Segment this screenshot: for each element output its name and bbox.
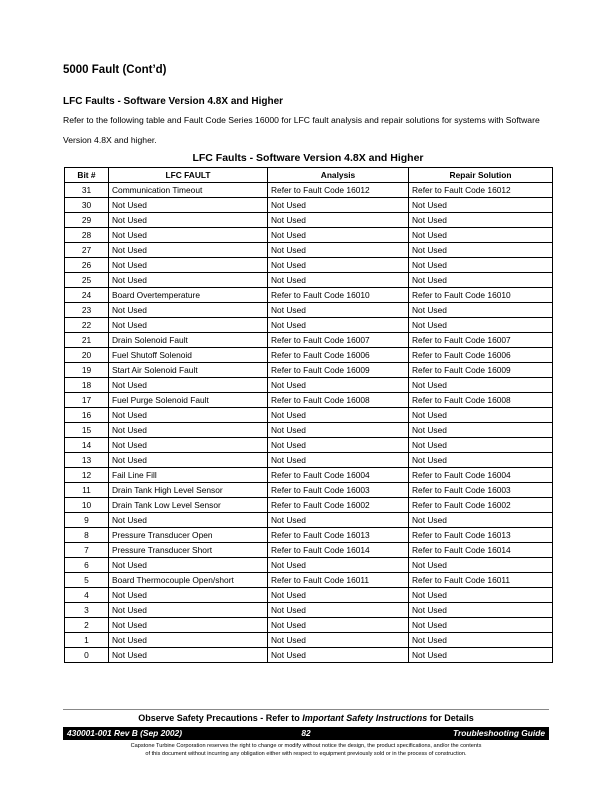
analysis-cell: Not Used <box>268 648 409 663</box>
repair-cell: Not Used <box>409 258 553 273</box>
repair-cell: Not Used <box>409 633 553 648</box>
bit-cell: 26 <box>65 258 109 273</box>
page-number: 82 <box>301 728 311 738</box>
disclaimer <box>63 743 549 758</box>
table-row <box>65 468 553 483</box>
analysis-cell: Not Used <box>268 558 409 573</box>
repair-cell: Refer to Fault Code 16004 <box>409 468 553 483</box>
table-row <box>65 213 553 228</box>
table-row <box>65 198 553 213</box>
safety-note <box>63 713 549 723</box>
repair-cell: Not Used <box>409 273 553 288</box>
table-row <box>65 258 553 273</box>
bit-cell: 3 <box>65 603 109 618</box>
table-row <box>65 573 553 588</box>
fault-cell: Board Overtemperature <box>109 288 268 303</box>
repair-cell: Not Used <box>409 303 553 318</box>
repair-cell: Refer to Fault Code 16014 <box>409 543 553 558</box>
fault-cell: Not Used <box>109 228 268 243</box>
fault-cell: Not Used <box>109 438 268 453</box>
repair-cell: Not Used <box>409 423 553 438</box>
analysis-cell: Refer to Fault Code 16003 <box>268 483 409 498</box>
analysis-cell: Refer to Fault Code 16009 <box>268 363 409 378</box>
analysis-cell: Refer to Fault Code 16004 <box>268 468 409 483</box>
repair-cell: Refer to Fault Code 16008 <box>409 393 553 408</box>
table-row <box>65 438 553 453</box>
footer-divider <box>63 709 549 710</box>
repair-cell: Not Used <box>409 213 553 228</box>
analysis-cell: Refer to Fault Code 16013 <box>268 528 409 543</box>
repair-cell: Not Used <box>409 243 553 258</box>
bit-cell: 14 <box>65 438 109 453</box>
analysis-cell: Not Used <box>268 423 409 438</box>
bit-cell: 20 <box>65 348 109 363</box>
bit-cell: 13 <box>65 453 109 468</box>
fault-cell: Not Used <box>109 633 268 648</box>
table-row <box>65 483 553 498</box>
fault-cell: Not Used <box>109 303 268 318</box>
analysis-cell: Not Used <box>268 438 409 453</box>
analysis-cell: Not Used <box>268 318 409 333</box>
fault-cell: Not Used <box>109 423 268 438</box>
table-row <box>65 303 553 318</box>
document-number: 430001-001 Rev B (Sep 2002) <box>67 728 182 738</box>
fault-cell: Pressure Transducer Open <box>109 528 268 543</box>
table-row <box>65 378 553 393</box>
repair-cell: Not Used <box>409 318 553 333</box>
table-row <box>65 498 553 513</box>
bit-cell: 10 <box>65 498 109 513</box>
fault-cell: Board Thermocouple Open/short <box>109 573 268 588</box>
repair-cell: Not Used <box>409 438 553 453</box>
repair-cell: Refer to Fault Code 16012 <box>409 183 553 198</box>
bit-cell: 31 <box>65 183 109 198</box>
bit-cell: 15 <box>65 423 109 438</box>
table-row <box>65 318 553 333</box>
fault-cell: Drain Tank Low Level Sensor <box>109 498 268 513</box>
fault-cell: Drain Solenoid Fault <box>109 333 268 348</box>
bit-cell: 18 <box>65 378 109 393</box>
repair-cell: Not Used <box>409 378 553 393</box>
table-row <box>65 633 553 648</box>
fault-cell: Not Used <box>109 558 268 573</box>
repair-cell: Not Used <box>409 558 553 573</box>
analysis-cell: Not Used <box>268 618 409 633</box>
fault-cell: Not Used <box>109 588 268 603</box>
disclaimer-line-1: Capstone Turbine Corporation reserves the right to change or modify without notice the design, the product specifications, and/or the contents <box>130 743 482 749</box>
bit-cell: 0 <box>65 648 109 663</box>
bit-cell: 7 <box>65 543 109 558</box>
bit-cell: 27 <box>65 243 109 258</box>
fault-cell: Not Used <box>109 378 268 393</box>
bit-cell: 8 <box>65 528 109 543</box>
table-row <box>65 648 553 663</box>
repair-cell: Not Used <box>409 603 553 618</box>
fault-cell: Not Used <box>109 243 268 258</box>
analysis-cell: Not Used <box>268 213 409 228</box>
table-title: LFC Faults - Software Version 4.8X and Higher <box>192 152 424 164</box>
bit-cell: 19 <box>65 363 109 378</box>
table-row <box>65 453 553 468</box>
fault-cell: Not Used <box>109 318 268 333</box>
fault-cell: Fuel Shutoff Solenoid <box>109 348 268 363</box>
fault-cell: Not Used <box>109 618 268 633</box>
fault-cell: Fail Line Fill <box>109 468 268 483</box>
analysis-cell: Not Used <box>268 243 409 258</box>
bit-cell: 5 <box>65 573 109 588</box>
analysis-cell: Refer to Fault Code 16014 <box>268 543 409 558</box>
repair-cell: Refer to Fault Code 16007 <box>409 333 553 348</box>
table-row <box>65 183 553 198</box>
analysis-cell: Not Used <box>268 258 409 273</box>
bit-cell: 16 <box>65 408 109 423</box>
disclaimer-line-2: of this document without incurring any obligation either with respect to equipment previously sold or in the process of construction. <box>145 750 467 757</box>
fault-cell: Not Used <box>109 213 268 228</box>
analysis-cell: Refer to Fault Code 16012 <box>268 183 409 198</box>
repair-cell: Not Used <box>409 228 553 243</box>
analysis-cell: Not Used <box>268 378 409 393</box>
repair-cell: Refer to Fault Code 16013 <box>409 528 553 543</box>
repair-cell: Refer to Fault Code 16003 <box>409 483 553 498</box>
table-row <box>65 363 553 378</box>
repair-cell: Not Used <box>409 588 553 603</box>
table-row <box>65 408 553 423</box>
bit-cell: 21 <box>65 333 109 348</box>
safety-note-emphasis: Important Safety Instructions <box>302 713 428 723</box>
table-row <box>65 528 553 543</box>
fault-cell: Not Used <box>109 198 268 213</box>
repair-cell: Refer to Fault Code 16006 <box>409 348 553 363</box>
repair-cell: Refer to Fault Code 16010 <box>409 288 553 303</box>
table-row <box>65 273 553 288</box>
repair-cell: Not Used <box>409 408 553 423</box>
repair-cell: Refer to Fault Code 16002 <box>409 498 553 513</box>
bit-cell: 12 <box>65 468 109 483</box>
table-row <box>65 333 553 348</box>
fault-cell: Drain Tank High Level Sensor <box>109 483 268 498</box>
table-row <box>65 243 553 258</box>
analysis-cell: Refer to Fault Code 16010 <box>268 288 409 303</box>
repair-cell: Refer to Fault Code 16009 <box>409 363 553 378</box>
analysis-cell: Refer to Fault Code 16008 <box>268 393 409 408</box>
footer-bar <box>63 727 549 740</box>
repair-cell: Refer to Fault Code 16011 <box>409 573 553 588</box>
table-row <box>65 558 553 573</box>
intro-paragraph: Refer to the following table and Fault Code Series 16000 for LFC fault analysis and repair solutions for systems with Software Version 4.8X and higher. <box>63 115 540 145</box>
table-row <box>65 543 553 558</box>
safety-note-prefix: Observe Safety Precautions - Refer to <box>138 713 303 723</box>
fault-cell: Not Used <box>109 258 268 273</box>
fault-cell: Not Used <box>109 453 268 468</box>
fault-cell: Not Used <box>109 513 268 528</box>
header-analysis: Analysis <box>268 168 409 183</box>
safety-note-suffix: for Details <box>427 713 474 723</box>
bit-cell: 30 <box>65 198 109 213</box>
bit-cell: 17 <box>65 393 109 408</box>
analysis-cell: Not Used <box>268 453 409 468</box>
table-row <box>65 603 553 618</box>
fault-cell: Pressure Transducer Short <box>109 543 268 558</box>
repair-cell: Not Used <box>409 648 553 663</box>
fault-cell: Not Used <box>109 603 268 618</box>
analysis-cell: Not Used <box>268 633 409 648</box>
header-bit: Bit # <box>65 168 109 183</box>
bit-cell: 25 <box>65 273 109 288</box>
table-row <box>65 228 553 243</box>
table-row <box>65 618 553 633</box>
analysis-cell: Refer to Fault Code 16002 <box>268 498 409 513</box>
table-row <box>65 423 553 438</box>
bit-cell: 24 <box>65 288 109 303</box>
analysis-cell: Refer to Fault Code 16007 <box>268 333 409 348</box>
fault-cell: Communication Timeout <box>109 183 268 198</box>
analysis-cell: Refer to Fault Code 16006 <box>268 348 409 363</box>
subsection-title: LFC Faults - Software Version 4.8X and Higher <box>63 96 284 107</box>
analysis-cell: Refer to Fault Code 16011 <box>268 573 409 588</box>
fault-cell: Not Used <box>109 648 268 663</box>
bit-cell: 22 <box>65 318 109 333</box>
fault-cell: Fuel Purge Solenoid Fault <box>109 393 268 408</box>
table-header-row <box>65 168 553 183</box>
analysis-cell: Not Used <box>268 513 409 528</box>
repair-cell: Not Used <box>409 513 553 528</box>
fault-cell: Not Used <box>109 273 268 288</box>
table-row <box>65 393 553 408</box>
table-row <box>65 588 553 603</box>
analysis-cell: Not Used <box>268 603 409 618</box>
table-row <box>65 348 553 363</box>
bit-cell: 28 <box>65 228 109 243</box>
bit-cell: 23 <box>65 303 109 318</box>
bit-cell: 6 <box>65 558 109 573</box>
analysis-cell: Not Used <box>268 408 409 423</box>
table-row <box>65 288 553 303</box>
repair-cell: Not Used <box>409 618 553 633</box>
analysis-cell: Not Used <box>268 198 409 213</box>
analysis-cell: Not Used <box>268 273 409 288</box>
lfc-faults-table <box>64 167 553 663</box>
section-title: 5000 Fault (Cont’d) <box>63 64 167 76</box>
header-lfc-fault: LFC FAULT <box>109 168 268 183</box>
guide-name: Troubleshooting Guide <box>453 728 545 738</box>
analysis-cell: Not Used <box>268 303 409 318</box>
table-body <box>65 183 553 663</box>
fault-cell: Start Air Solenoid Fault <box>109 363 268 378</box>
repair-cell: Not Used <box>409 453 553 468</box>
header-repair-solution: Repair Solution <box>409 168 553 183</box>
bit-cell: 4 <box>65 588 109 603</box>
bit-cell: 2 <box>65 618 109 633</box>
repair-cell: Not Used <box>409 198 553 213</box>
analysis-cell: Not Used <box>268 228 409 243</box>
bit-cell: 9 <box>65 513 109 528</box>
bit-cell: 1 <box>65 633 109 648</box>
table-row <box>65 513 553 528</box>
analysis-cell: Not Used <box>268 588 409 603</box>
bit-cell: 11 <box>65 483 109 498</box>
fault-cell: Not Used <box>109 408 268 423</box>
bit-cell: 29 <box>65 213 109 228</box>
